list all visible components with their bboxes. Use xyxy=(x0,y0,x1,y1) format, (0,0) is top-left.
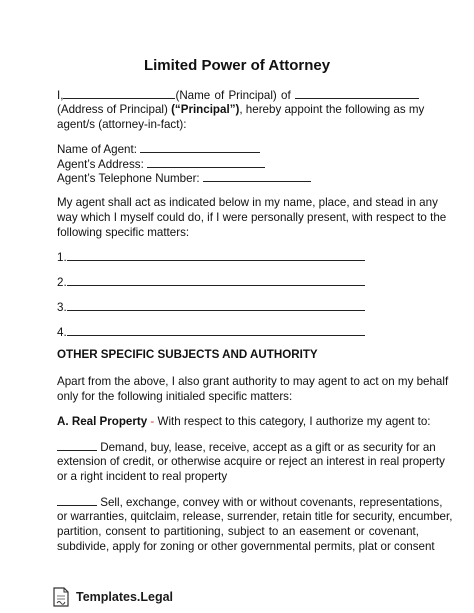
agent-name-label: Name of Agent: xyxy=(57,143,137,156)
footer-brand xyxy=(52,587,173,607)
item1-text: Demand, buy, lease, receive, accept as a gift or as security for an xyxy=(100,441,436,454)
matter-row-1 xyxy=(57,249,365,266)
principal-address-label: (Address of Principal) xyxy=(57,103,168,116)
item1-line-2: extension of credit, or otherwise acquire or reject an interest in real property xyxy=(57,455,445,468)
real-property-dash: - xyxy=(147,415,158,428)
matter-number: 3. xyxy=(57,301,67,314)
matter-row-4 xyxy=(57,324,365,341)
matter-blank[interactable] xyxy=(67,249,365,261)
section-heading: OTHER SPECIFIC SUBJECTS AND AUTHORITY xyxy=(57,348,318,361)
matter-blank[interactable] xyxy=(67,299,365,311)
real-property-row xyxy=(57,414,431,430)
matter-blank[interactable] xyxy=(67,324,365,336)
principal-prefix: I, xyxy=(57,89,64,102)
agent-phone-blank[interactable] xyxy=(203,170,311,182)
item2-text: Sell, exchange, convey with or without covenants, representations, xyxy=(100,496,443,509)
document-title: Limited Power of Attorney xyxy=(143,57,331,74)
item1-line-3: or a right incident to real property xyxy=(57,470,228,483)
scope-line-1: My agent shall act as indicated below in my name, place, and stead in any xyxy=(57,196,438,209)
real-property-text: With respect to this category, I authorize my agent to: xyxy=(157,415,431,428)
agent-name-blank[interactable] xyxy=(140,141,260,153)
authority-line-2: only for the following initialed specific matters: xyxy=(57,390,293,403)
scope-line-3: following specific matters: xyxy=(57,226,190,239)
matter-number: 4. xyxy=(57,326,67,339)
matter-number: 2. xyxy=(57,276,67,289)
initial-blank[interactable] xyxy=(57,439,97,451)
principal-address-blank[interactable] xyxy=(295,87,419,99)
authority-line-1: Apart from the above, I also grant authority to may agent to act on my behalf xyxy=(57,375,449,388)
matter-row-2 xyxy=(57,274,365,291)
initial-blank[interactable] xyxy=(57,494,97,506)
item2-line-4: subdivide, apply for zoning or other governmental permits, plat or consent xyxy=(57,540,435,553)
document-icon xyxy=(52,587,70,607)
principal-name-blank[interactable] xyxy=(63,87,175,99)
item2-line-2: or warranties, quitclaim, release, surrender, retain title for security, encumber, xyxy=(57,510,453,523)
principal-tag: (“Principal”) xyxy=(171,103,240,116)
principal-line-3: agent/s (attorney-in-fact): xyxy=(57,118,187,131)
matter-number: 1. xyxy=(57,251,67,264)
brand-name: Templates.Legal xyxy=(76,590,174,604)
agent-phone-row xyxy=(57,170,419,187)
agent-phone-label: Agent’s Telephone Number: xyxy=(57,172,200,185)
item2-line-3: partition, consent to partitioning, subject to an easement or covenant, xyxy=(57,525,419,538)
principal-line-2 xyxy=(57,102,425,118)
principal-name-label: (Name of Principal) of xyxy=(175,89,291,102)
appoint-text: , hereby appoint the following as my xyxy=(239,103,425,116)
agent-address-label: Agent’s Address: xyxy=(57,158,144,171)
real-property-label: A. Real Property xyxy=(57,415,148,428)
matter-blank[interactable] xyxy=(67,274,365,286)
agent-address-blank[interactable] xyxy=(147,156,265,168)
scope-line-2: way which I myself could do, if I were personally present, with respect to the xyxy=(57,211,447,224)
matter-row-3 xyxy=(57,299,365,316)
